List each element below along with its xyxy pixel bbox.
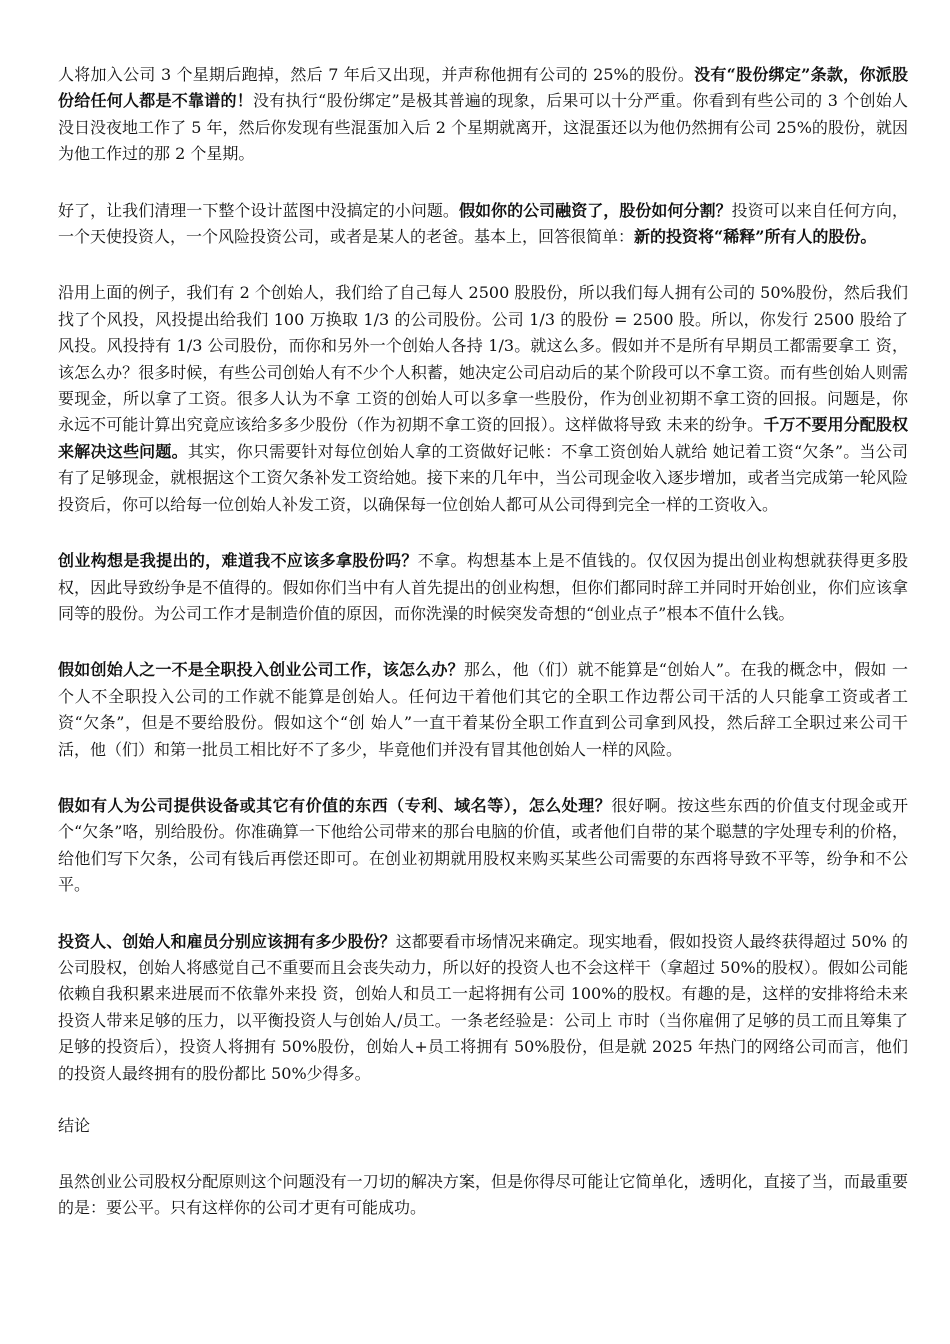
text-run: 好了，让我们清理一下整个设计蓝图中没搞定的小问题。 [58, 200, 459, 220]
text-run: 其实，你只需要针对每位创始人拿的工资做好记帐：不拿工资创始人就给 她记着工资“欠条”。当公司有了足够现金，就根据这个工资欠条补发工资给她。接下来的几年中，当公司现金收入逐步增加，或者当完成第一轮风险投资后，你可以给每一位创始人补发工资，以确保每一位创始人都可从公司得到完全一样的工资收入。 [58, 441, 908, 514]
paragraph-vesting [58, 62, 908, 168]
text-run: 投资可以来自任何方向，一个天使投资人，一个风险投资公司，或者是某人的老爸。基本上，回答很简单： [58, 200, 908, 247]
conclusion-paragraph: 虽然创业公司股权分配原则这个问题没有一刀切的解决方案，但是你得尽可能让它简单化，透明化，直接了当，而最重要的是：要公平。只有这样你的公司才更有可能成功。 [58, 1172, 908, 1218]
paragraph-financing [58, 198, 908, 251]
bold-run: 投资人、创始人和雇员分别应该拥有多少股份？ [58, 931, 396, 951]
bold-run: 假如有人为公司提供设备或其它有价值的东西（专利、域名等），怎么处理？ [58, 795, 612, 815]
text-run: 没有执行“股份绑定”是极其普遍的现象，后果可以十分严重。你看到有些公司的 3 个创始人没日没夜地工作了 5 年，然后你发现有些混蛋加入后 2 个星期就离开，这混蛋还以为他仍然拥有公司 25%的股份，就因为他工作过的那 2 个星期。 [58, 91, 908, 164]
paragraph-example [58, 280, 908, 518]
document-page [58, 62, 908, 1252]
text-run: 这都要看市场情况来确定。现实地看，假如投资人最终获得超过 50% 的公司股权，创始人将感觉自己不重要而且会丧失动力，所以好的投资人也不会这样干（拿超过 50%的股权）。假如公司能依赖自我积累来进展而不依靠外来投 资，创始人和员工一起将拥有公司 100%的股权。有趣的是，这样的安排将给未来投资人带来足够的压力，以平衡投资人与创始人/员工。一条老经验是：公司上 市时（当你雇佣了足够的员工而且筹集了足够的投资后），投资人将拥有 50%股份，创始人+员工将拥有 50%股份，但是就 2025 年热门的网络公司而言，他们的投资人最终拥有的股份都比 50%少得多。 [58, 931, 908, 1083]
bold-run: 假如你的公司融资了，股份如何分割？ [458, 200, 732, 220]
text-run: 人将加入公司 3 个星期后跑掉，然后 7 年后又出现，并声称他拥有公司的 25%的股份。 [58, 65, 695, 84]
text-run: 不拿。构想基本上是不值钱的。仅仅因为提出创业构想就获得更多股 权，因此导致纷争是不值得的。假如你们当中有人首先提出的创业构想，但你们都同时辞工并同时开始创业，你们应该拿同等的股份。为公司工作才是制造价值的原因，而你洗澡的时候突发奇想的“创业点子”根本不值什么钱。 [58, 551, 908, 623]
bold-run: 没有“股份绑定”条款，你派股份给任何人都是不靠谱的！ [58, 65, 908, 111]
conclusion-heading: 结论 [58, 1116, 91, 1135]
paragraph-idea [58, 548, 908, 627]
bold-run: 千万不要用分配股权来解决这些问题。 [58, 415, 908, 461]
text-run: 很好啊。按这些东西的价值支付现金或开个“欠条”咯，别给股份。你准确算一下他给公司带来的那台电脑的价值，或者他们自带的某个聪慧的字处理专利的价格，给他们写下欠条，公司有钱后再偿还即可。在创业初期就用股权来购买某些公司需要的东西将导致不平等，纷争和不公平。 [58, 795, 908, 895]
paragraph-part-time [58, 657, 908, 763]
text-run: 沿用上面的例子，我们有 2 个创始人，我们给了自己每人 2500 股股份，所以我们每人拥有公司的 50%股份，然后我们找了个风投，风投提出给我们 100 万换取 1/3 的公司股份。公司 1/3 的股份 = 2500 股。所以，你发行 2500 股给了风投。风投持有 1/3 公司股份，而你和另外一个创始人各持 1/3。就这么多。假如并不是所有早期员工都需要拿工 资，该怎么办？很多时候，有些公司创始人有不少个人积蓄，她决定公司启动后的某个阶段可以不拿工资。而有些创始人则需要现金，所以拿了工资。很多人认为不拿 工资的创始人可以多拿一些股份，作为创业初期不拿工资的回报。问题是，你永远不可能计算出究竟应该给多多少股份（作为初期不拿工资的回报）。这样做将导致 未来的纷争。 [58, 283, 908, 435]
bold-run: 假如创始人之一不是全职投入创业公司工作，该怎么办？ [58, 660, 464, 680]
paragraph-equipment [58, 793, 908, 899]
bold-run: 创业构想是我提出的，难道我不应该多拿股份吗？ [58, 551, 418, 571]
bold-run: 新的投资将“稀释”所有人的股份。 [634, 227, 877, 247]
paragraph-ownership [58, 929, 908, 1087]
text-run: 那么，他（们）就不能算是“创始人”。在我的概念中，假如 一个人不全职投入公司的工作就不能算是创始人。任何边干着他们其它的全职工作边帮公司干活的人只能拿工资或者工资“欠条”，但是不要给股份。假如这个“创 始人”一直干着某份全职工作直到公司拿到风投，然后辞工全职过来公司干活，他（们）和第一批员工相比好不了多少，毕竟他们并没有冒其他创始人一样的风险。 [58, 660, 908, 759]
